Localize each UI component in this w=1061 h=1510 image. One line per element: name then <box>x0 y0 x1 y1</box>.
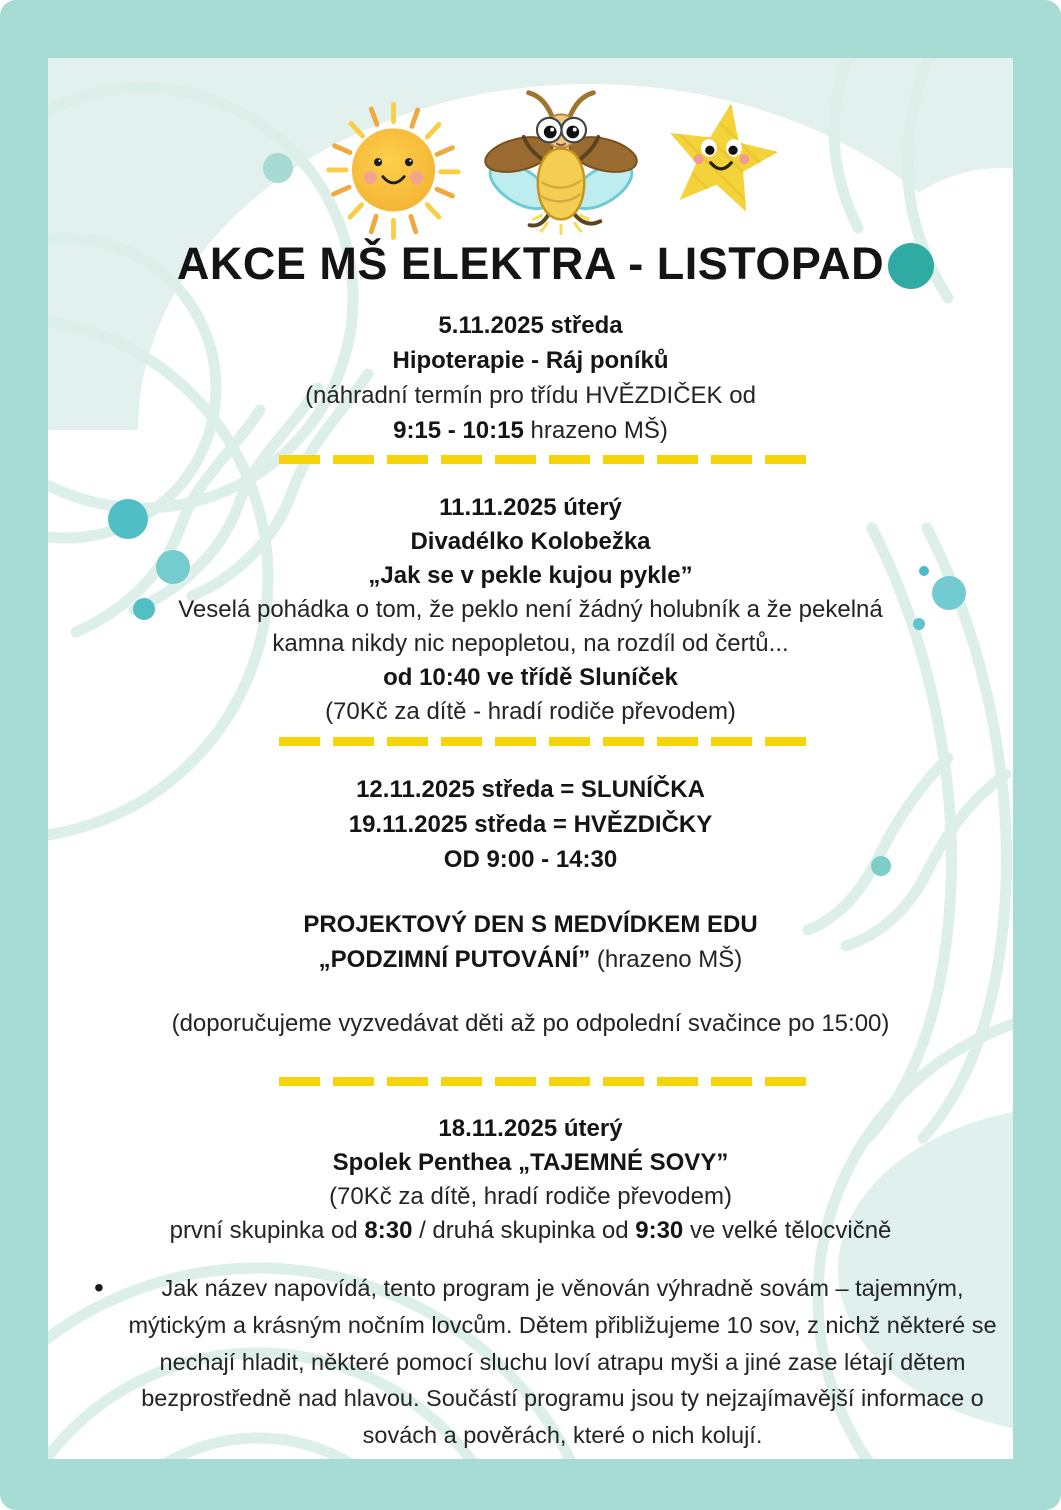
firefly-icon <box>482 80 640 235</box>
event4-title: Spolek Penthea „TAJEMNÉ SOVY” <box>332 1149 729 1176</box>
event3-time: OD 9:00 - 14:30 <box>443 846 618 873</box>
event-section-3-dates <box>48 772 1013 877</box>
event3-date-1: 12.11.2025 středa = SLUNÍČKA <box>356 776 705 803</box>
event1-time <box>48 413 1013 448</box>
event4-groups-part3: ve velké tělocvičně <box>683 1217 892 1244</box>
event3-program: PROJEKTOVÝ DEN S MEDVÍDKEM EDU <box>303 911 758 938</box>
event2-date: 11.11.2025 úterý <box>439 494 622 521</box>
star-icon <box>656 86 786 234</box>
event-section-2 <box>48 491 1013 729</box>
bullet-marker: • <box>94 1272 104 1303</box>
event3-program-name <box>48 942 1013 977</box>
event-section-3-pickup <box>48 1006 1013 1041</box>
event4-groups-part2: / druhá skupinka od <box>412 1217 636 1244</box>
event4-groups-time2: 9:30 <box>635 1217 684 1244</box>
event4-date: 18.11.2025 úterý <box>438 1115 623 1142</box>
event-section-1 <box>48 308 1013 448</box>
event1-time-bold: 9:15 - 10:15 <box>393 417 524 444</box>
event-section-4 <box>48 1112 1013 1248</box>
flyer-content <box>48 58 1013 1459</box>
event4-price: (70Kč za dítě, hradí rodiče převodem) <box>329 1183 732 1210</box>
event1-note: (náhradní termín pro třídu HVĚZDIČEK od <box>305 382 756 409</box>
flyer-content-area <box>48 58 1013 1459</box>
event2-description-1: Veselá pohádka o tom, že peklo není žádný holubník a že pekelná <box>178 596 883 623</box>
event1-title: Hipoterapie - Ráj poníků <box>392 347 669 374</box>
yellow-dashed-divider <box>279 1077 819 1086</box>
event1-date: 5.11.2025 středa <box>438 312 623 339</box>
event2-subtitle: „Jak se v pekle kujou pykle” <box>368 562 693 589</box>
event3-pickup-note: (doporučujeme vyzvedávat děti až po odpolední svačince po 15:00) <box>171 1010 890 1037</box>
event2-description-2: kamna nikdy nic nepopletou, na rozdíl od čertů... <box>272 630 789 657</box>
sun-icon <box>321 92 466 242</box>
yellow-dashed-divider <box>279 455 819 464</box>
event3-program-name-rest: (hrazeno MŠ) <box>590 946 743 973</box>
event4-groups <box>48 1214 1013 1248</box>
event4-groups-part1: první skupinka od <box>169 1217 365 1244</box>
yellow-dashed-divider <box>279 737 819 746</box>
event-section-3-program <box>48 907 1013 977</box>
event1-time-rest: hrazeno MŠ) <box>523 417 668 444</box>
event4-groups-time1: 8:30 <box>364 1217 413 1244</box>
owl-program-note <box>84 1270 997 1454</box>
event2-time: od 10:40 ve třídě Sluníček <box>383 664 678 691</box>
event3-date-2: 19.11.2025 středa = HVĚZDIČKY <box>348 811 713 838</box>
event3-program-name-bold: „PODZIMNÍ PUTOVÁNÍ” <box>318 946 591 973</box>
owl-program-note-text: Jak název napovídá, tento program je věnován výhradně sovám – tajemným, mýtickým a krásným nočním lovcům. Dětem přibližujeme 10 sov, z nichž některé se nechají hladit, některé pomocí sluchu loví atrapu myši a jiné zase létají dětem bezprostředně nad hlavou. Součástí programu jsou ty nejzajímavější informace o sovách a pověrách, které o nich kolují. <box>128 1275 997 1449</box>
event2-price: (70Kč za dítě - hradí rodiče převodem) <box>325 698 736 725</box>
event2-title: Divadélko Kolobežka <box>410 528 651 555</box>
header-illustrations <box>48 80 1013 242</box>
page-title: AKCE MŠ ELEKTRA - LISTOPAD <box>176 238 885 289</box>
